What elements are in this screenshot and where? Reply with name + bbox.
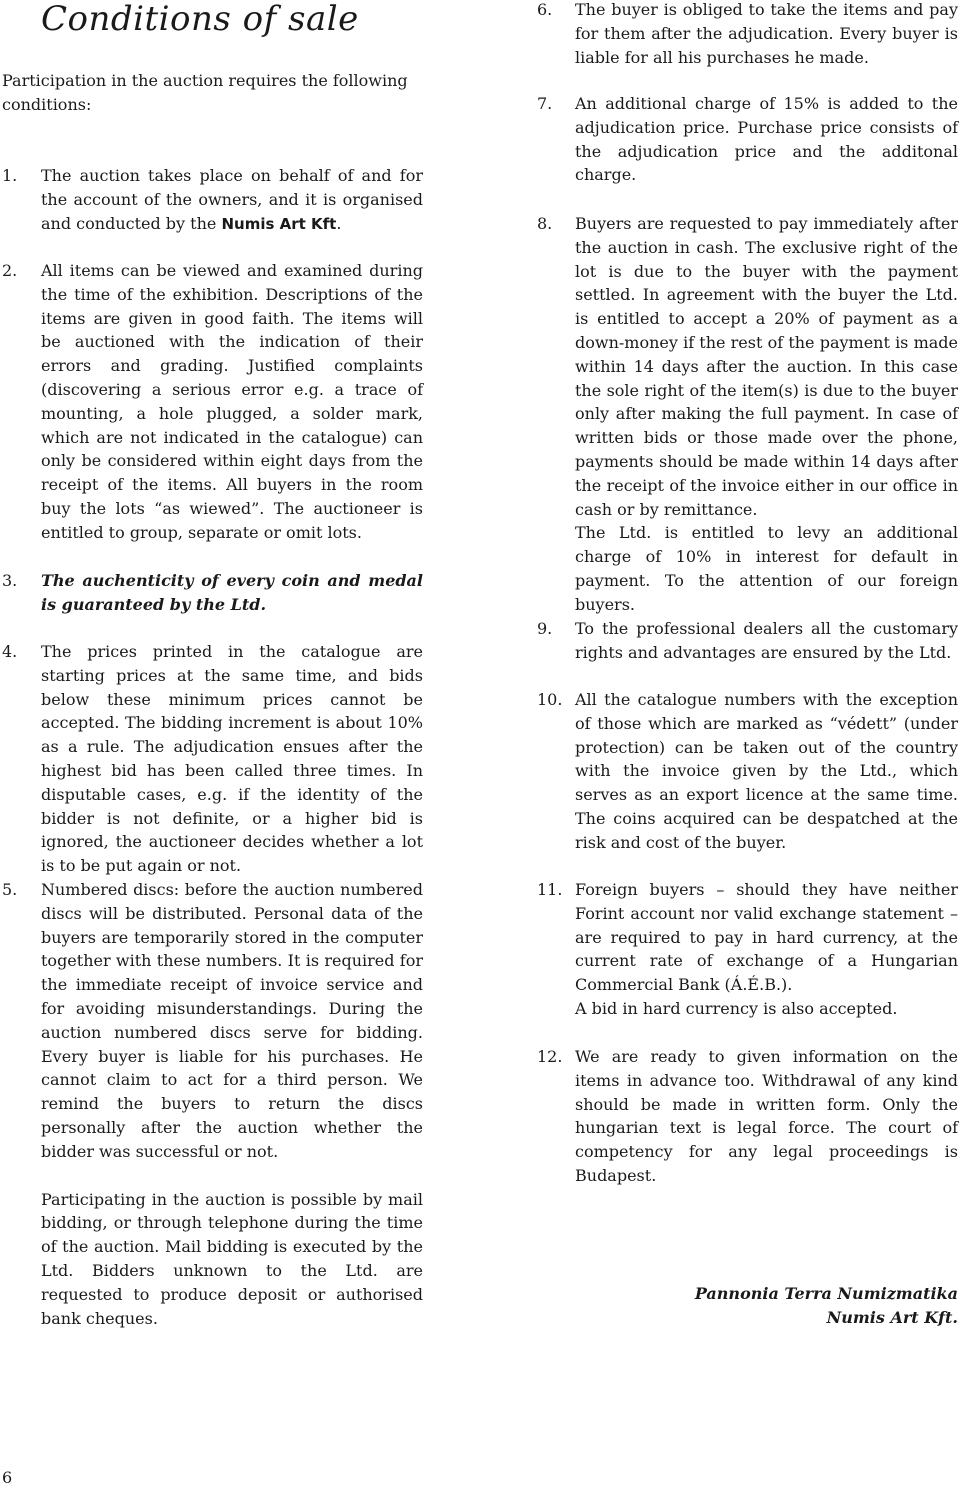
- condition-text-end: .: [336, 213, 342, 233]
- condition-6: [537, 0, 958, 69]
- condition-text-continued: The Ltd. is entitled to levy an additional charge of 10% in interest for default in payment. To the attention of our foreign buyers.: [575, 523, 958, 614]
- condition-8: [537, 212, 958, 617]
- page-title: Conditions of sale: [41, 0, 359, 39]
- condition-3: [0, 569, 423, 617]
- condition-number: 2.: [2, 261, 18, 280]
- condition-number: 5.: [2, 880, 18, 899]
- condition-number: 10.: [537, 690, 563, 709]
- condition-text: All items can be viewed and examined during the time of the exhibition. Descriptions of the items are given in good faith. The items will be auctioned with the indication of their errors and grading. Justified complaints (discovering a serious error e.g. a trace of mounting, a hole plugged, a solder mark, which are not indicated in the catalogue) can only be considered within eight days from the receipt of the items. All buyers in the room buy the lots “as wiewed”. The auctioneer is entitled to group, separate or omit lots.: [41, 261, 423, 542]
- condition-text: The auchenticity of every coin and medal is guaranteed by the Ltd.: [41, 571, 423, 614]
- condition-1: [0, 164, 423, 236]
- condition-number: 8.: [537, 214, 553, 233]
- condition-text: An additional charge of 15% is added to the adjudication price. Purchase price consists of the adjudication price and the additonal charge.: [575, 94, 958, 185]
- condition-text: The prices printed in the catalogue are starting prices at the same time, and bids below these minimum prices cannot be accepted. The bidding increment is about 10% as a rule. The adjudication ensues after the highest bid has been called three times. In disputable cases, e.g. if the identity of the bidder is not definite, or a higher bid is ignored, the auctioneer decides whether a lot is to be put again or not.: [41, 642, 423, 876]
- condition-text-continued: Participating in the auction is possible by mail bidding, or through telephone during the time of the auction. Mail bidding is executed by the Ltd. Bidders unknown to the Ltd. are requested to produce deposit or authorised bank cheques.: [41, 1189, 423, 1328]
- condition-text: The buyer is obliged to take the items and pay for them after the adjudication. Every buyer is liable for all his purchases he made.: [575, 0, 958, 67]
- condition-number: 11.: [537, 880, 563, 899]
- signature: [695, 1282, 958, 1330]
- intro-text: Participation in the auction requires the following conditions:: [2, 71, 408, 114]
- condition-text: We are ready to given information on the items in advance too. Withdrawal of any kind should be made in written form. Only the hungarian text is legal force. The court of competency for any legal proceedings is Budapest.: [575, 1047, 958, 1185]
- condition-number: 1.: [2, 166, 18, 185]
- condition-7: [537, 92, 958, 187]
- condition-text-continued: A bid in hard currency is also accepted.: [575, 998, 898, 1018]
- condition-number: 12.: [537, 1047, 563, 1066]
- condition-text: To the professional dealers all the customary rights and advantages are ensured by the Ltd.: [575, 619, 958, 662]
- condition-5: [0, 878, 423, 1330]
- condition-11: [537, 878, 958, 1021]
- condition-number: 7.: [537, 94, 553, 113]
- signature-line-1: Pannonia Terra Numizmatika: [694, 1284, 958, 1303]
- brand-name: Numis Art Kft: [221, 214, 337, 233]
- condition-number: 9.: [537, 619, 553, 638]
- condition-number: 4.: [2, 642, 18, 661]
- condition-text: Buyers are requested to pay immediately after the auction in cash. The exclusive right of the lot is due to the buyer with the payment settled. In agreement with the buyer the Ltd. is entitled to accept a 20% of payment as a down-money if the rest of the payment is made within 14 days after the auction. In this case the sole right of the item(s) is due to the buyer only after making the full payment. In case of written bids or those made over the phone, payments should be made within 14 days after the receipt of the invoice either in our office in cash or by remittance.: [575, 214, 958, 519]
- condition-text: Numbered discs: before the auction numbered discs will be distributed. Personal data of the buyers are temporarily stored in the computer together with these numbers. It is required for the immediate receipt of invoice service and for avoiding misunderstandings. During the auction numbered discs serve for bidding. Every buyer is liable for his purchases. He cannot claim to act for a third person. We remind the buyers to return the discs personally after the auction whether the bidder was successful or not.: [41, 880, 423, 1161]
- condition-9: [537, 617, 958, 665]
- condition-number: 3.: [2, 571, 18, 590]
- condition-12: [537, 1045, 958, 1188]
- condition-10: [537, 688, 958, 855]
- condition-text: All the catalogue numbers with the exception of those which are marked as “védett” (under protection) can be taken out of the country with the invoice given by the Ltd., which serves as an export licence at the same time. The coins acquired can be despatched at the risk and cost of the buyer.: [575, 690, 958, 852]
- signature-line-2: Numis Art Kft.: [826, 1307, 958, 1327]
- condition-text: The auction takes place on behalf of and for the account of the owners, and it is organised and conducted by the: [41, 166, 423, 233]
- page-number: 6: [2, 1468, 13, 1487]
- condition-2: [0, 259, 423, 545]
- condition-number: 6.: [537, 0, 553, 19]
- condition-text: Foreign buyers – should they have neither Forint account nor valid exchange statement – are required to pay in hard currency, at the current rate of exchange of a Hungarian Commercial Bank (Á.É.B.).: [575, 880, 958, 995]
- condition-4: [0, 640, 423, 878]
